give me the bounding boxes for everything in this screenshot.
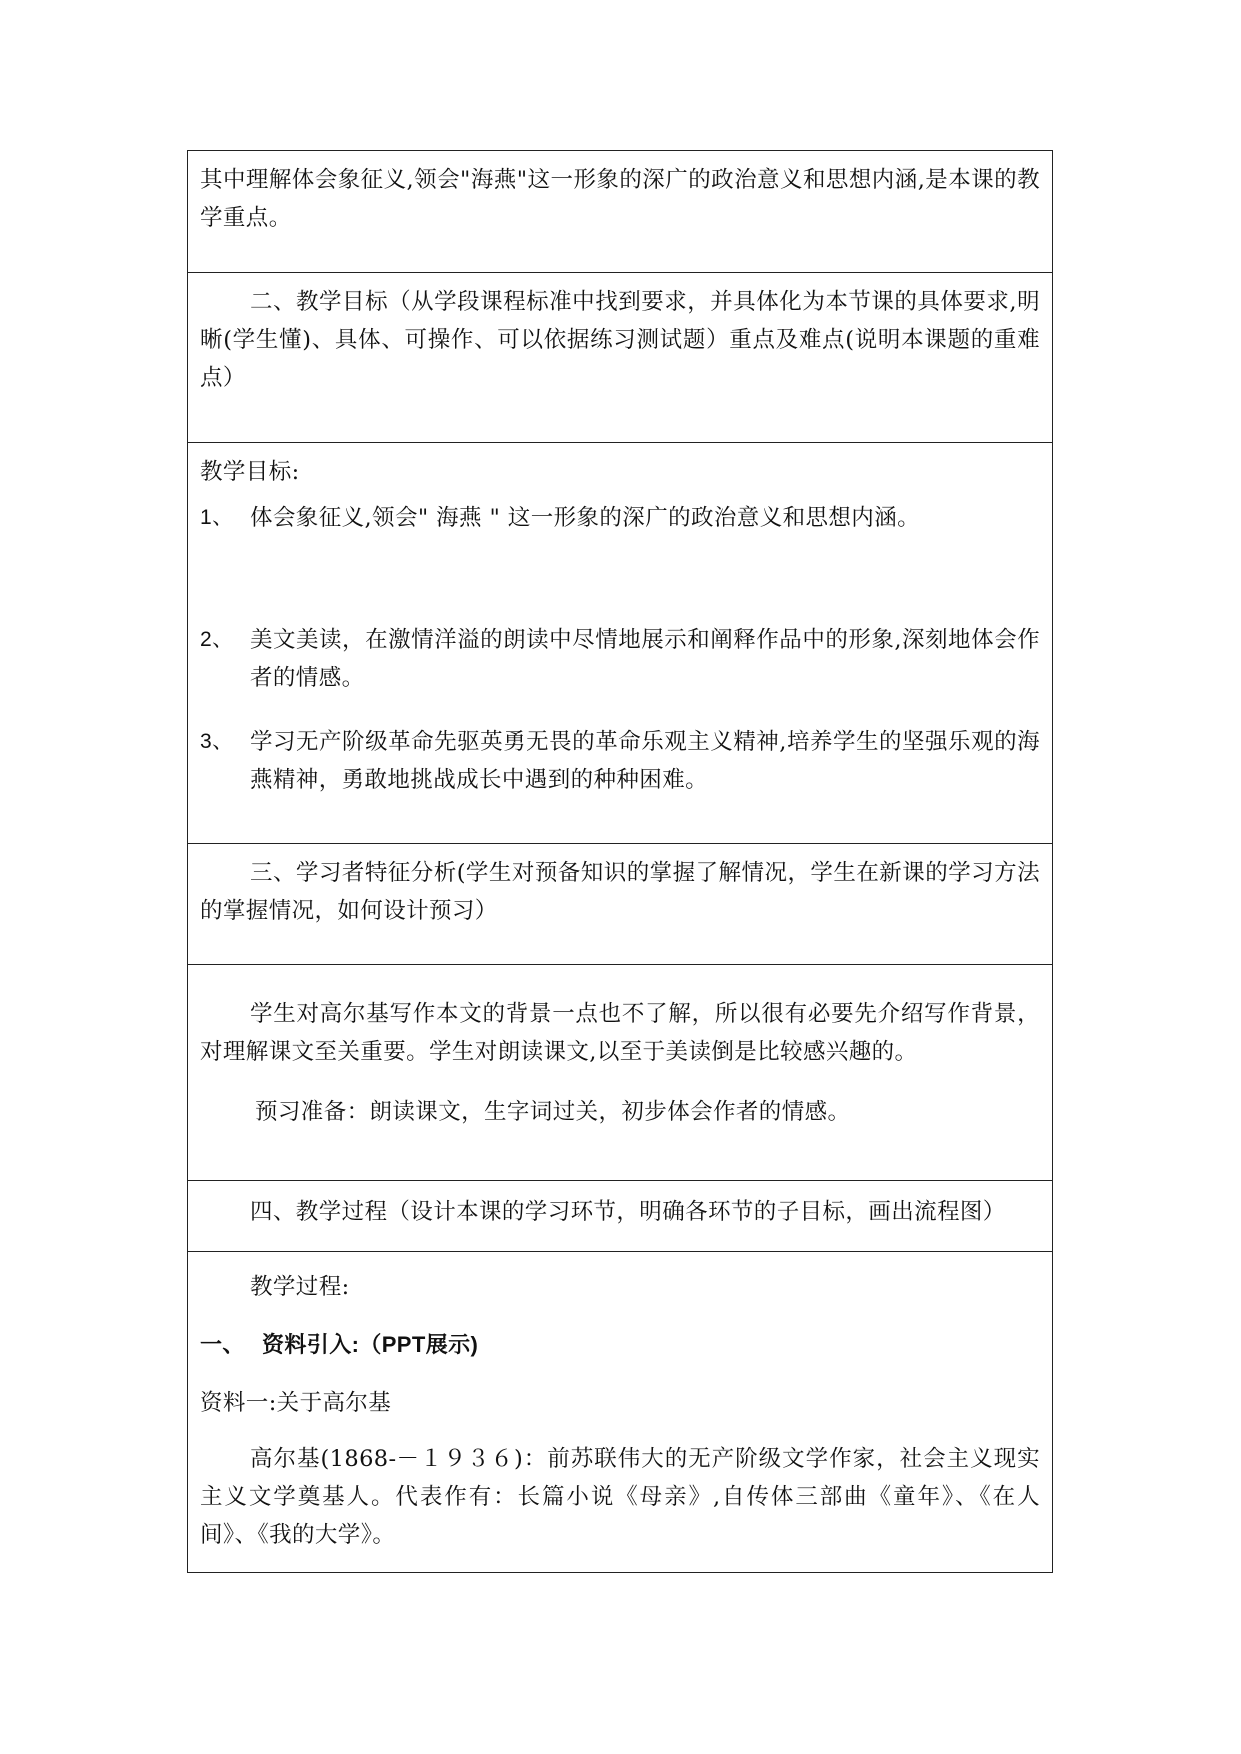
row-teaching-process [188, 1252, 1052, 1572]
section-heading [200, 1326, 1040, 1364]
objectives-label: 教学目标: [200, 459, 300, 485]
lesson-plan-table [187, 150, 1053, 1573]
teaching-focus-text: 其中理解体会象征义,领会"海燕"这一形象的深广的政治意义和思想内涵,是本课的教学重点。 [200, 167, 1040, 231]
section-title: 资料引入:（PPT展示) [262, 1332, 479, 1357]
goal-item [200, 723, 1040, 799]
row-objectives-heading [188, 273, 1052, 443]
goal-number: 1、 [200, 506, 234, 529]
material-text: 高尔基(1868-－１９３６)：前苏联伟大的无产阶级文学作家，社会主义现实主义文学奠基人。代表作有：长篇小说《母亲》,自传体三部曲《童年》、《在人间》、《我的大学》。 [200, 1446, 1040, 1548]
objectives-heading-text: 二、教学目标（从学段课程标准中找到要求，并具体化为本节课的具体要求,明晰(学生懂)、具体、可操作、可以依据练习测试题）重点及难点(说明本课题的重难点） [200, 289, 1040, 391]
goal-number: 3、 [200, 730, 234, 753]
goal-item [200, 499, 1040, 537]
row-objectives [188, 443, 1052, 844]
process-label: 教学过程: [250, 1274, 350, 1300]
goal-item [200, 621, 1040, 697]
row-teaching-focus [188, 151, 1052, 273]
row-learner-analysis [188, 965, 1052, 1181]
learner-analysis-text: 学生对高尔基写作本文的背景一点也不了解，所以很有必要先介绍写作背景，对理解课文至关重要。学生对朗读课文,以至于美读倒是比较感兴趣的。 [200, 1001, 1040, 1065]
goal-number: 2、 [200, 628, 234, 651]
row-process-heading [188, 1181, 1052, 1252]
goal-text: 学习无产阶级革命先驱英勇无畏的革命乐观主义精神,培养学生的坚强乐观的海燕精神，勇敢地挑战成长中遇到的种种困难。 [250, 729, 1040, 793]
section-number: 一、 [200, 1332, 245, 1357]
learner-analysis-heading-text: 三、学习者特征分析(学生对预备知识的掌握了解情况，学生在新课的学习方法的掌握情况，如何设计预习） [200, 860, 1040, 924]
goal-text: 体会象征义,领会" 海燕 " 这一形象的深广的政治意义和思想内涵。 [250, 505, 921, 531]
goal-text: 美文美读，在激情洋溢的朗读中尽情地展示和阐释作品中的形象,深刻地体会作者的情感。 [250, 627, 1040, 691]
preview-preparation-text: 预习准备：朗读课文，生字词过关，初步体会作者的情感。 [255, 1099, 851, 1125]
row-learner-analysis-heading [188, 844, 1052, 965]
process-heading-text: 四、教学过程（设计本课的学习环节，明确各环节的子目标，画出流程图） [250, 1199, 1006, 1225]
material-title: 资料一:关于高尔基 [200, 1390, 392, 1416]
